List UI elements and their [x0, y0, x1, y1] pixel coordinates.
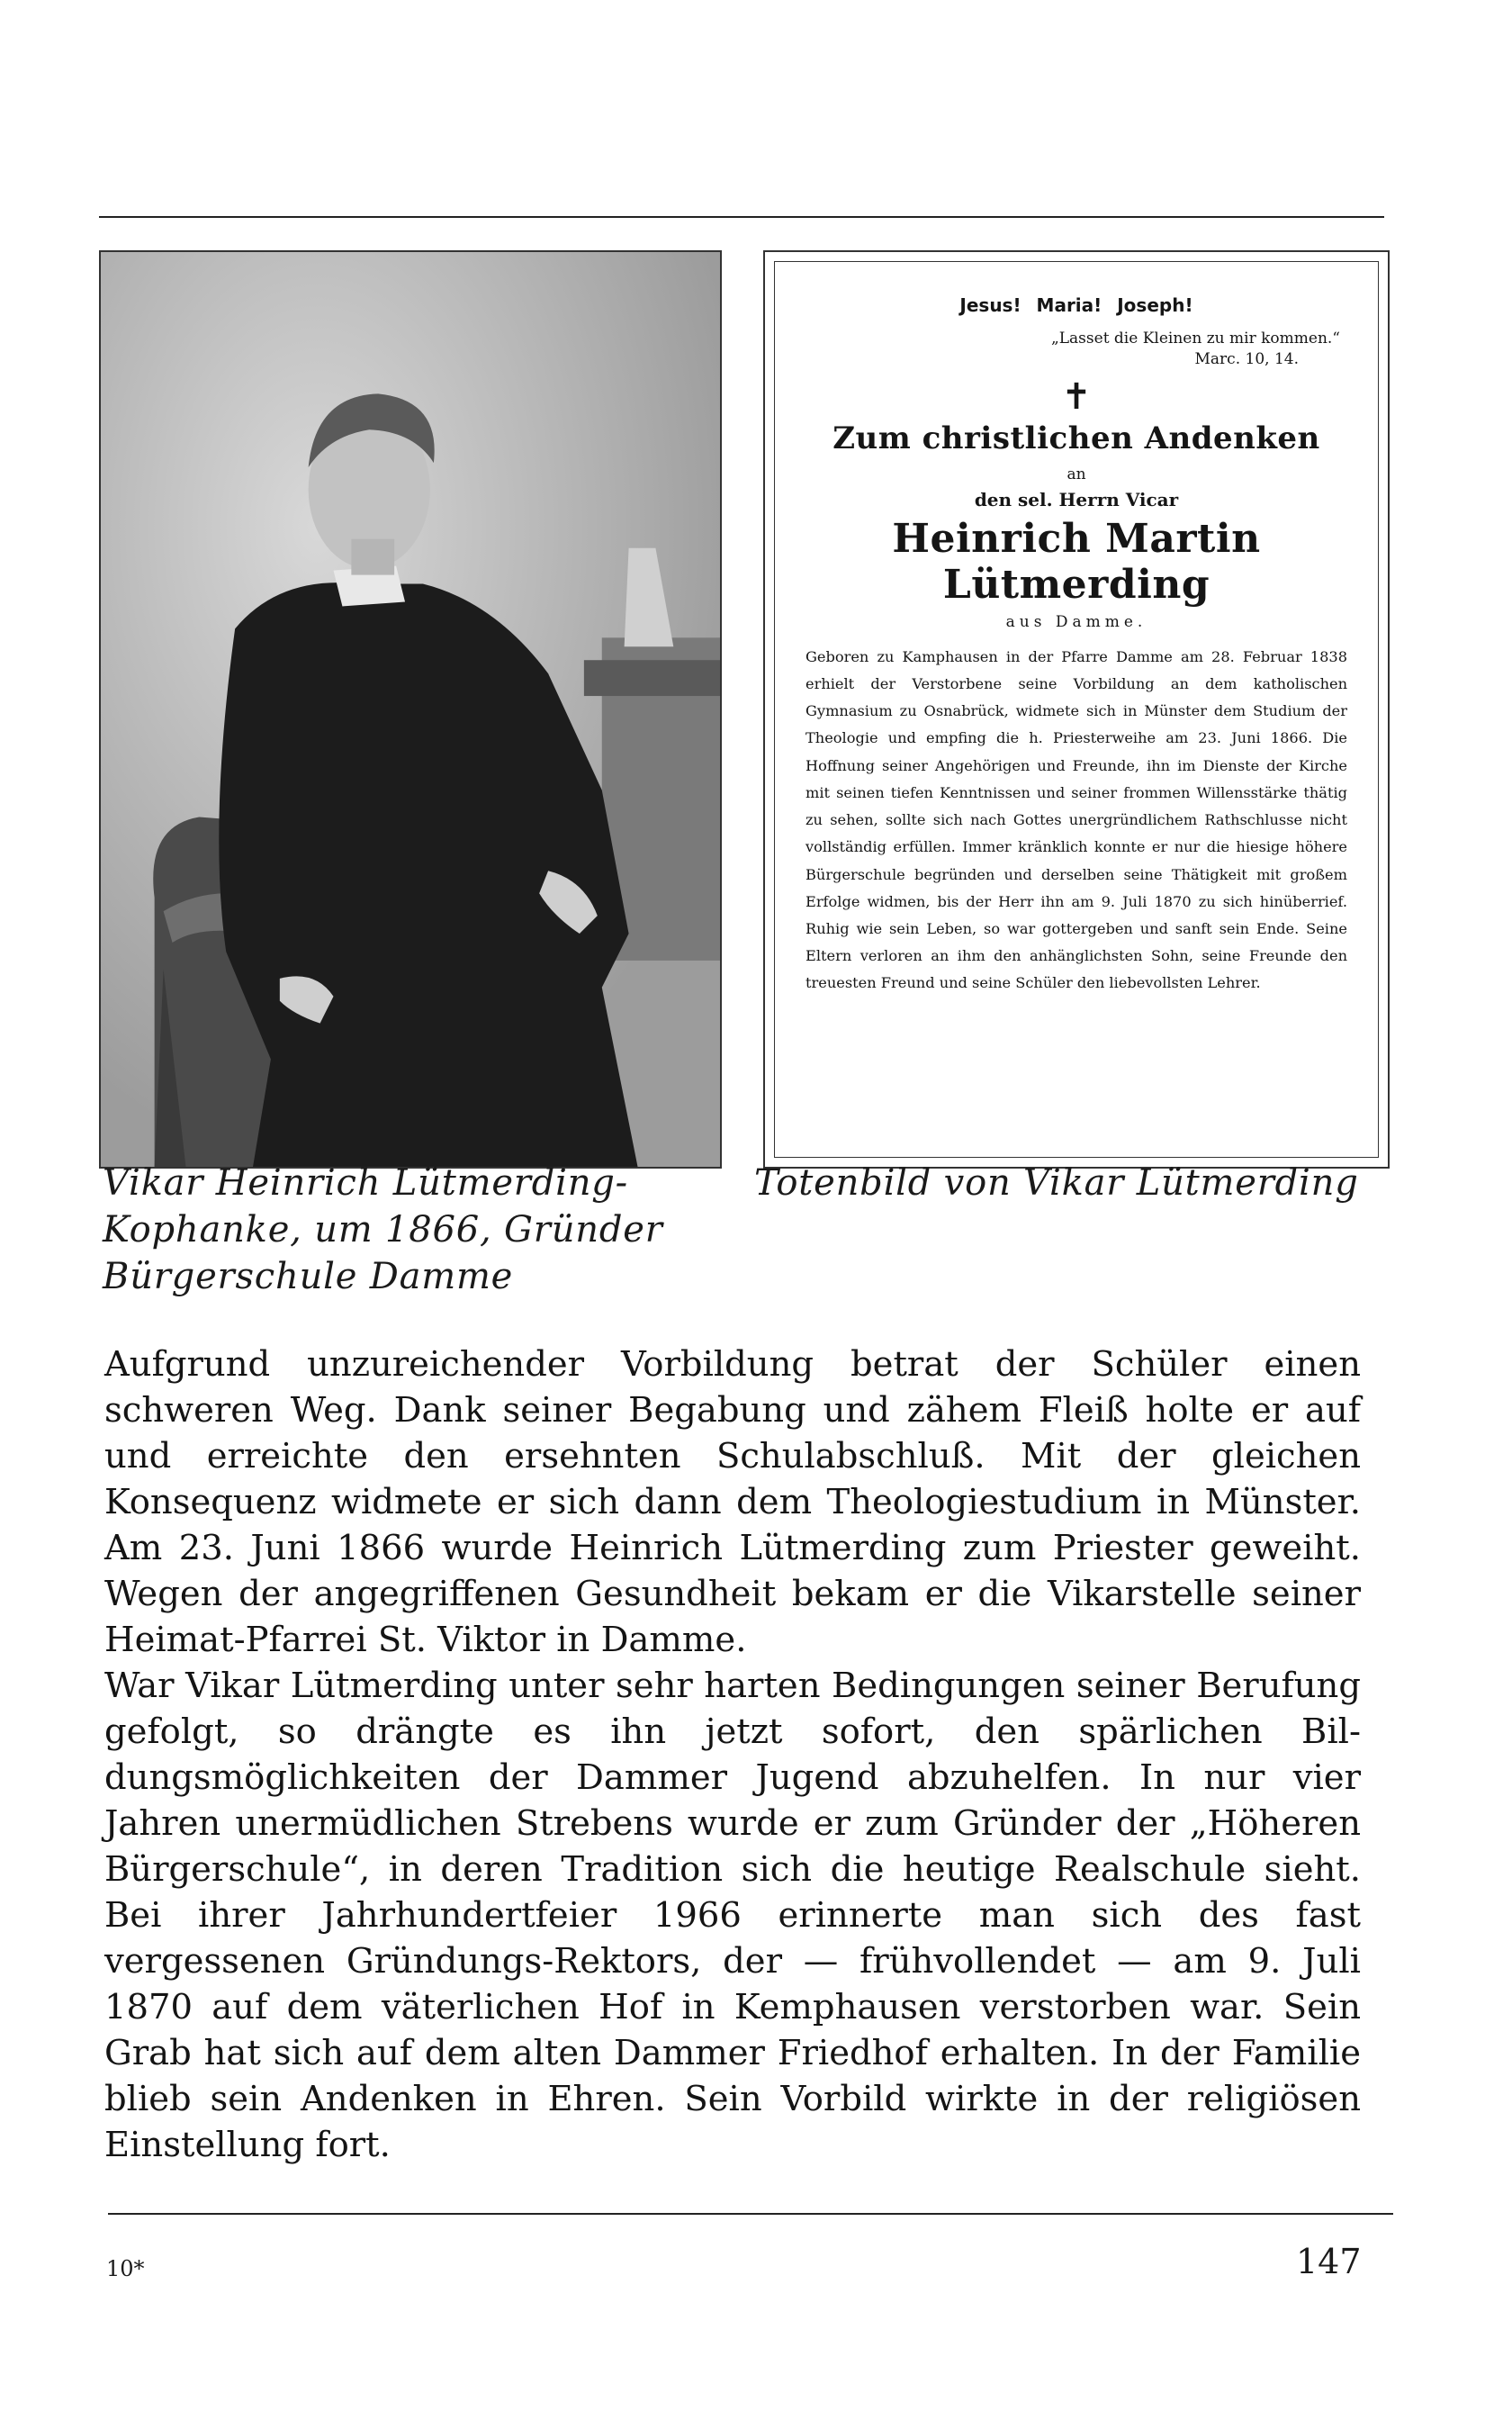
memorial-card — [763, 250, 1390, 1169]
memorial-card-frame — [774, 261, 1379, 1158]
card-body: Geboren zu Kamphausen in der Pfarre Damme am 28. Februar 1838 erhielt der Verstorbene seine Vorbildung an dem katholischen Gymnasium zu Osnabrück, widmete sich in Münster dem Studium der Theologie und empfing die h. Priesterweihe am 23. Juni 1866. Die Hoffnung seiner Angehörigen und Freunde, ihn im Dienste der Kirche mit seinen tiefen Kenntnissen und seiner frommen Willensstärke thätig zu sehen, sollte sich nach Gottes unergründlichem Rathschlusse nicht vollständig erfüllen. Immer kränklich konnte er nur die hiesige höhere Bürgerschule begründen und derselben seine Thätigkeit mit großem Erfolge widmen, bis der Herr ihn am 9. Juli 1870 zu sich hinüberrief. Ruhig wie sein Leben, so war gottergeben und sanft sein Ende. Seine Eltern verloren an ihm den anhänglichsten Sohn, seine Freunde den treuesten Freund und seine Schüler den liebevollsten Lehrer. — [806, 647, 1347, 992]
card-quote — [800, 329, 1353, 370]
cross-icon: ✝ — [1061, 375, 1092, 418]
card-title: Zum christlichen Andenken — [832, 420, 1320, 456]
main-text — [104, 1341, 1361, 2168]
paragraph-2: War Vikar Lütmerding unter sehr harten Bedingungen seiner Berufung gefolgt, so drängte es ihn jetzt sofort, den spärlichen Bildungsmöglichkeiten der Dammer Jugend abzuhelfen. In nur vier Jahren unermüdlichen Strebens wurde er zum Gründer der „Höheren Bürgerschule“, in deren Tradition sich die heutige Realschule sieht. Bei ihrer Jahrhundertfeier 1966 erinnerte man sich des fast vergessenen Gründungs-Rektors, der — frühvollendet — am 9. Juli 1870 auf dem väterlichen Hof in Kemphausen verstorben war. Sein Grab hat sich auf dem alten Dammer Friedhof erhalten. In der Familie blieb sein Andenken in Ehren. Sein Vorbild wirkte in der religiösen Einstellung fort. — [104, 1666, 1361, 2165]
page-number: 147 — [1296, 2242, 1362, 2281]
card-an: an — [1066, 465, 1086, 483]
signature-mark: 10* — [106, 2256, 145, 2281]
card-late-title: den sel. Herrn Vicar — [974, 488, 1179, 510]
card-quote-source: Marc. 10, 14. — [1194, 349, 1299, 368]
top-rule — [99, 216, 1384, 218]
card-origin: aus Damme. — [1005, 612, 1148, 631]
paragraph-1: Aufgrund unzureichender Vorbildung betrat der Schüler einen schweren Weg. Dank seiner Begabung und zähem Fleiß holte er auf und erreichte den ersehnten Schulabschluß. Mit der gleichen Konsequenz widmete er sich dann dem Theologiestudium in Münster. Am 23. Juni 1866 wurde Heinrich Lütmerding zum Priester geweiht. Wegen der angegriffenen Gesundheit bekam er die Vikarstelle seiner Heimat-Pfarrei St. Viktor in Damme. — [104, 1344, 1361, 1660]
portrait-illustration — [101, 252, 720, 1167]
card-caption: Totenbild von Vikar Lütmerding — [754, 1162, 1359, 1204]
photo-caption: Vikar Heinrich Lütmerding-Kophanke, um 1866, Gründer Bürgerschule Damme — [103, 1162, 663, 1297]
bottom-rule — [108, 2213, 1393, 2215]
card-header: Jesus! Maria! Joseph! — [959, 294, 1193, 316]
card-quote-text: „Lasset die Kleinen zu mir kommen.“ — [1050, 330, 1340, 348]
portrait-photo — [99, 250, 722, 1169]
card-name: Heinrich Martin Lütmerding — [892, 515, 1261, 608]
